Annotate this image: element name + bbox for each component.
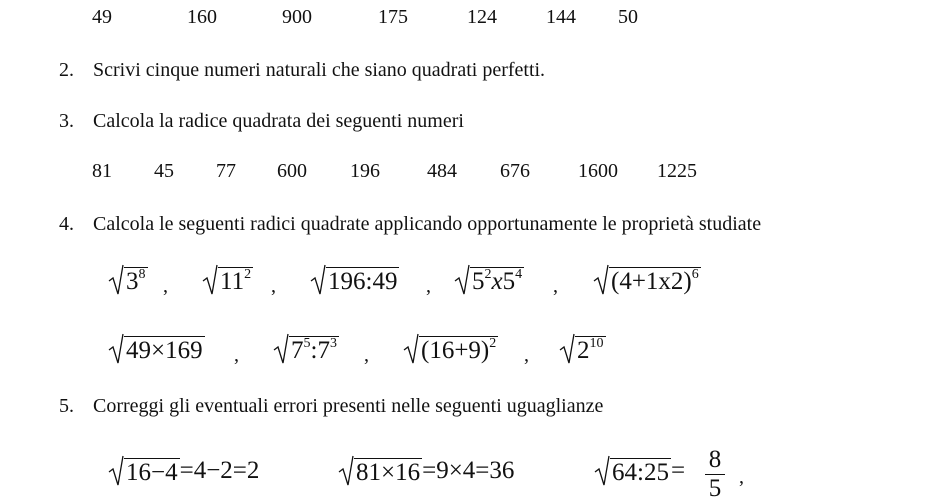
number-value: 175 [378, 6, 408, 28]
fraction-denominator: 5 [708, 475, 722, 502]
number-value: 676 [500, 160, 530, 182]
radical-expression: $5^2x5^4$ [454, 264, 524, 295]
equality-expression: 16−4 =4−2=2 [108, 455, 259, 486]
item-text: Correggi gli eventuali errori presenti nelle seguenti uguaglianze [93, 395, 604, 417]
number-value: 49 [92, 6, 112, 28]
fraction-numerator: 8 [708, 446, 722, 473]
item-number: 3. [59, 110, 74, 132]
number-value: 81 [92, 160, 112, 182]
number-value: 77 [216, 160, 236, 182]
separator: , [524, 344, 529, 366]
radical-expression: $2^{10}$ [559, 333, 606, 364]
radical-expression: $3^8$ [108, 264, 148, 295]
separator: , [271, 275, 276, 297]
equality-expression: 64:25 = [594, 455, 685, 486]
separator: , [234, 344, 239, 366]
number-value: 160 [187, 6, 217, 28]
number-value: 45 [154, 160, 174, 182]
item-number: 4. [59, 213, 74, 235]
number-value: 50 [618, 6, 638, 28]
item-number: 5. [59, 395, 74, 417]
separator: , [364, 344, 369, 366]
number-value: 484 [427, 160, 457, 182]
number-value: 124 [467, 6, 497, 28]
number-value: 600 [277, 160, 307, 182]
radical-expression: $(4+1x2)^6$ [593, 264, 701, 295]
item-text: Scrivi cinque numeri naturali che siano quadrati perfetti. [93, 59, 546, 81]
item-text: Calcola la radice quadrata dei seguenti numeri [93, 110, 464, 132]
separator: , [553, 275, 558, 297]
radical-expression: $7^5:7^3$ [273, 333, 339, 364]
equality-expression: 81×16 =9×4=36 [338, 455, 514, 486]
item-number: 2. [59, 59, 74, 81]
number-value: 196 [350, 160, 380, 182]
number-value: 1225 [657, 160, 697, 182]
fraction [703, 446, 727, 502]
separator: , [426, 275, 431, 297]
number-value: 1600 [578, 160, 618, 182]
number-value: 144 [546, 6, 576, 28]
radical-expression: $(16+9)^2$ [403, 333, 498, 364]
radical-expression: 49×169 [108, 333, 205, 364]
radical-expression: 196:49 [310, 264, 399, 295]
separator: , [163, 275, 168, 297]
radical-expression: $11^2$ [202, 264, 253, 295]
separator: , [739, 466, 744, 488]
number-value: 900 [282, 6, 312, 28]
item-text: Calcola le seguenti radici quadrate applicando opportunamente le proprietà studiate [93, 213, 762, 235]
